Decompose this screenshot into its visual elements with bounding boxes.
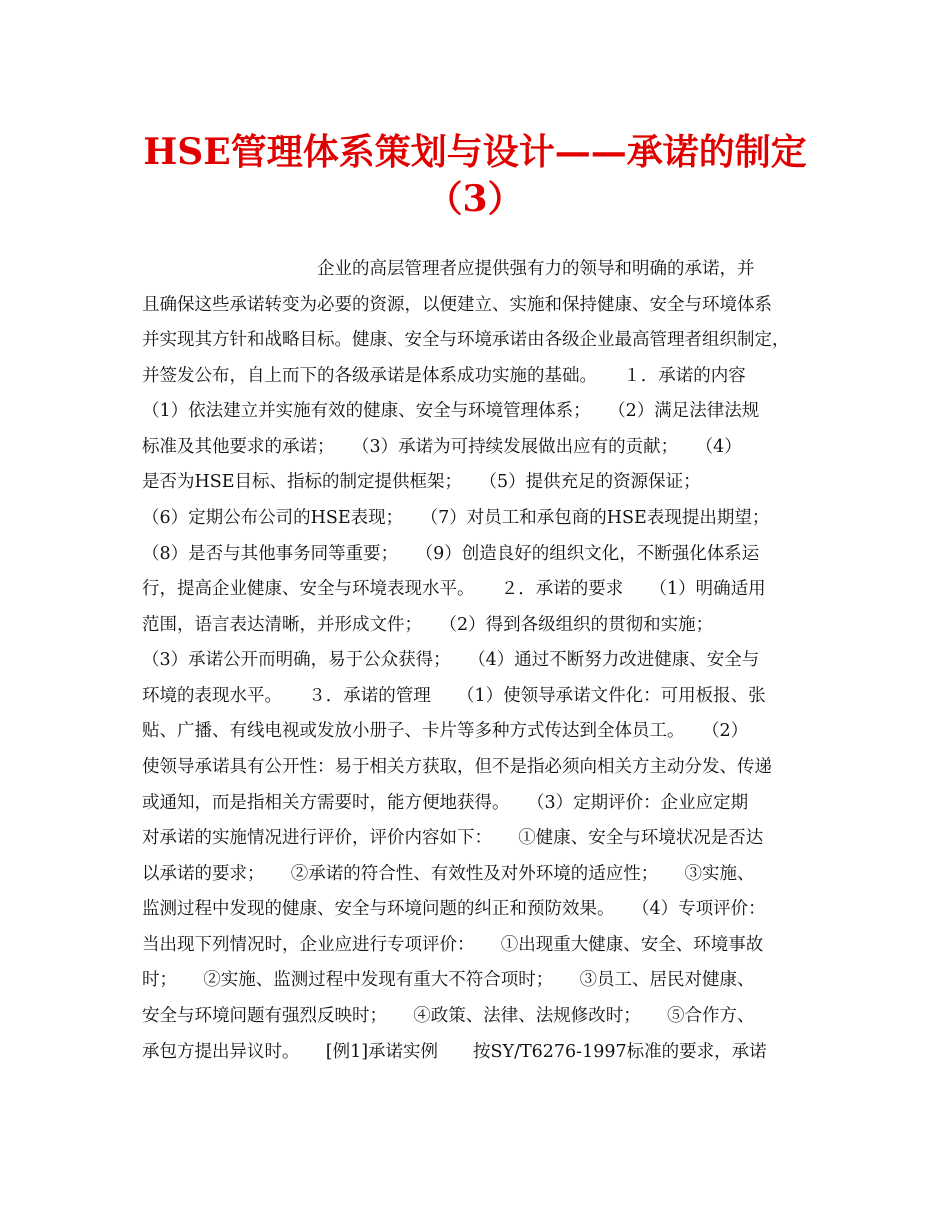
body-line: 是否为HSE目标、指标的制定提供框架； （5）提供充足的资源保证； xyxy=(142,472,701,492)
document-title-suffix: （3） xyxy=(426,178,524,220)
body-line: 安全与环境问题有强烈反映时； ④政策、法律、法规修改时； ⑤合作方、 xyxy=(142,1006,755,1026)
body-line: 行，提高企业健康、安全与环境表现水平。 ２．承诺的要求 （1）明确适用 xyxy=(142,579,766,599)
body-line: 并实现其方针和战略目标。健康、安全与环境承诺由各级企业最高管理者组织制定， xyxy=(142,330,790,350)
body-line: 环境的表现水平。 ３．承诺的管理 （1）使领导承诺文件化：可用板报、张 xyxy=(142,686,766,706)
body-line: 当出现下列情况时，企业应进行专项评价： ①出现重大健康、安全、环境事故 xyxy=(142,935,764,955)
body-line: 以承诺的要求； ②承诺的符合性、有效性及对外环境的适应性； ③实施、 xyxy=(142,864,755,884)
body-line: 或通知，而是指相关方需要时，能方便地获得。 （3）定期评价：企业应定期 xyxy=(142,793,749,813)
body-line: 企业的高层管理者应提供强有力的领导和明确的承诺，并 xyxy=(142,259,755,279)
body-line: 标准及其他要求的承诺； （3）承诺为可持续发展做出应有的贡献； （4） xyxy=(142,437,742,457)
body-line: （6）定期公布公司的HSE表现； （7）对员工和承包商的HSE表现提出期望； xyxy=(142,508,770,528)
body-line: （8）是否与其他事务同等重要； （9）创造良好的组织文化，不断强化体系运 xyxy=(142,544,760,564)
body-line: 承包方提出异议时。 [例1]承诺实例 按SY/T6276-1997标准的要求，承诺 xyxy=(142,1042,767,1062)
body-line: 时； ②实施、监测过程中发现有重大不符合项时； ③员工、居民对健康、 xyxy=(142,970,755,990)
body-line: 范围，语言表达清晰，并形成文件； （2）得到各级组织的贯彻和实施； xyxy=(142,615,714,635)
body-line: 且确保这些承诺转变为必要的资源，以便建立、实施和保持健康、安全与环境体系 xyxy=(142,295,772,315)
body-line: （1）依法建立并实施有效的健康、安全与环境管理体系； （2）满足法律法规 xyxy=(142,401,760,421)
body-line: 并签发公布，自上而下的各级承诺是体系成功实施的基础。 １．承诺的内容 xyxy=(142,366,746,386)
body-line: 贴、广播、有线电视或发放小册子、卡片等多种方式传达到全体员工。 （2） xyxy=(142,721,749,741)
body-line: 对承诺的实施情况进行评价，评价内容如下： ①健康、安全与环境状况是否达 xyxy=(142,828,764,848)
body-line: 使领导承诺具有公开性：易于相关方获取，但不是指必须向相关方主动分发、传递 xyxy=(142,757,772,777)
body-line: 监测过程中发现的健康、安全与环境问题的纠正和预防效果。 （4）专项评价： xyxy=(142,899,766,919)
document-title: HSE管理体系策划与设计——承诺的制定 xyxy=(143,131,807,173)
body-line: （3）承诺公开而明确，易于公众获得； （4）通过不断努力改进健康、安全与 xyxy=(142,650,760,670)
